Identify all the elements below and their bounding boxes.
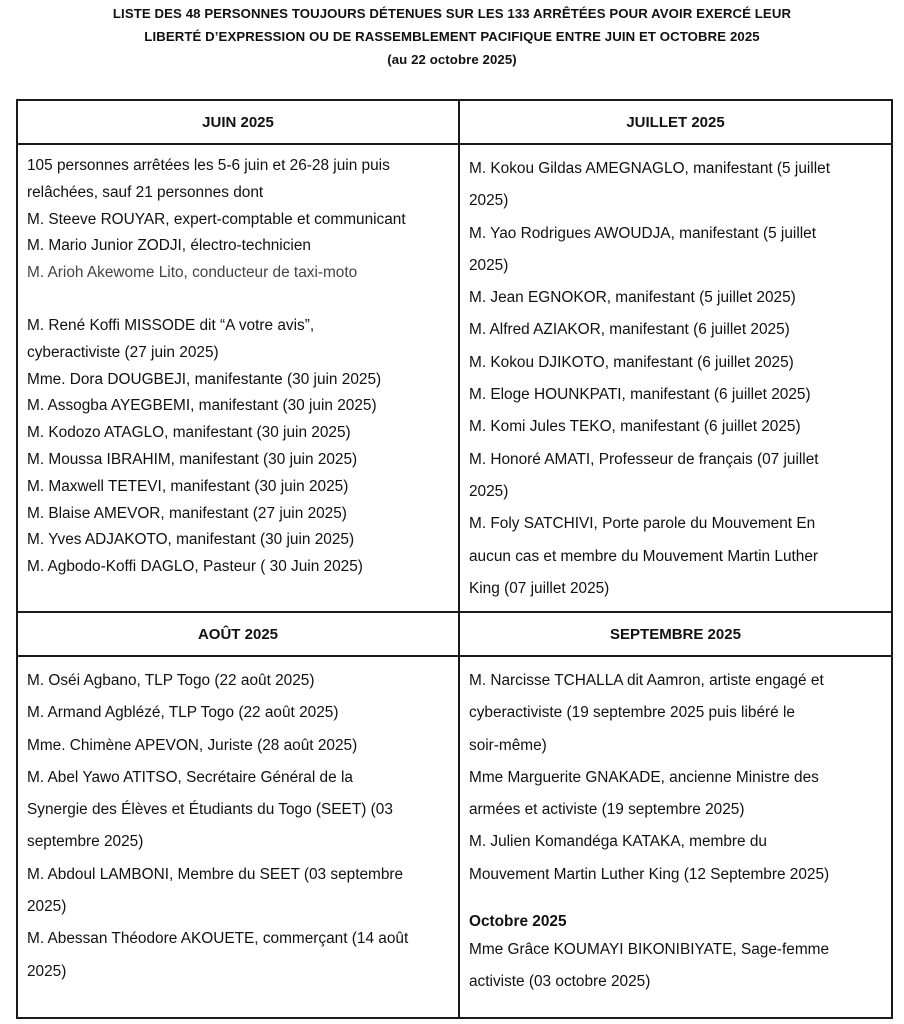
list-item: M. Abel Yawo ATITSO, Secrétaire Général de la: [27, 768, 353, 786]
list-item: M. Blaise AMEVOR, manifestant (27 juin 2025): [27, 504, 347, 522]
list-item: Mme. Chimène APEVON, Juriste (28 août 2025): [27, 736, 358, 754]
list-item: M. Maxwell TETEVI, manifestant (30 juin 2025): [27, 477, 349, 495]
list-item: M. Julien Komandéga KATAKA, membre du: [469, 833, 767, 851]
title-line-1: LISTE DES 48 PERSONNES TOUJOURS DÉTENUES SUR LES 133 ARRÊTÉES POUR AVOIR EXERCÉ LEUR: [112, 6, 792, 21]
list-item: M. Abessan Théodore AKOUETE, commerçant (14 août: [27, 930, 409, 948]
list-item: M. Kokou DJIKOTO, manifestant (6 juillet 2025): [469, 353, 794, 371]
juillet-list: [460, 145, 891, 605]
list-item: M. Alfred AZIAKOR, manifestant (6 juillet 2025): [469, 321, 790, 339]
title-date: (au 22 octobre 2025): [387, 52, 517, 67]
list-item: cyberactiviste (27 juin 2025): [27, 343, 219, 361]
list-item: M. Arioh Akewome Lito, conducteur de taxi-moto: [27, 264, 358, 282]
list-item: M. Mario Junior ZODJI, électro-technicien: [27, 237, 311, 255]
list-item: M. René Koffi MISSODE dit “A votre avis”,: [27, 316, 315, 334]
spacer: [27, 287, 450, 313]
detainees-table: [16, 99, 893, 1019]
list-item: cyberactiviste (19 septembre 2025 puis libéré le: [469, 704, 795, 722]
cell-aout: [17, 656, 459, 1018]
list-item: M. Eloge HOUNKPATI, manifestant (6 juillet 2025): [469, 386, 811, 404]
list-item: Mme Marguerite GNAKADE, ancienne Ministre des: [469, 768, 819, 786]
list-item: Synergie des Élèves et Étudiants du Togo (SEET) (03: [27, 801, 393, 819]
list-item: M. Oséi Agbano, TLP Togo (22 août 2025): [27, 672, 315, 689]
list-item: M. Moussa IBRAHIM, manifestant (30 juin 2025): [27, 450, 358, 468]
aout-list: [18, 657, 458, 988]
list-item: 2025): [469, 482, 509, 500]
list-item: King (07 juillet 2025): [469, 579, 610, 597]
header-septembre: SEPTEMBRE 2025: [459, 612, 892, 656]
header-aout: AOÛT 2025: [17, 612, 459, 656]
list-item: relâchées, sauf 21 personnes dont: [27, 183, 264, 201]
content-row-2: [17, 656, 892, 1018]
cell-septembre: [459, 656, 892, 1018]
header-row-1: [17, 100, 892, 144]
list-item: activiste (03 octobre 2025): [469, 973, 651, 991]
list-item: M. Yao Rodrigues AWOUDJA, manifestant (5 juillet: [469, 224, 816, 242]
list-item: M. Narcisse TCHALLA dit Aamron, artiste engagé et: [469, 672, 824, 689]
list-item: M. Agbodo-Koffi DAGLO, Pasteur ( 30 Juin 2025): [27, 558, 363, 576]
list-item: M. Honoré AMATI, Professeur de français (07 juillet: [469, 450, 819, 468]
list-item: Mouvement Martin Luther King (12 Septembre 2025): [469, 865, 830, 883]
list-item: Mme. Dora DOUGBEJI, manifestante (30 juin 2025): [27, 370, 382, 388]
list-item: M. Kokou Gildas AMEGNAGLO, manifestant (5 juillet: [469, 160, 830, 177]
list-item: 2025): [27, 962, 67, 980]
list-item: M. Assogba AYEGBEMI, manifestant (30 juin 2025): [27, 397, 377, 415]
list-item: soir-même): [469, 736, 547, 754]
octobre-heading: Octobre 2025: [469, 913, 567, 931]
title-line-2: LIBERTÉ D’EXPRESSION OU DE RASSEMBLEMENT PACIFIQUE ENTRE JUIN ET OCTOBRE 2025: [144, 29, 760, 44]
list-item: M. Abdoul LAMBONI, Membre du SEET (03 septembre: [27, 865, 404, 883]
list-item: M. Steeve ROUYAR, expert-comptable et communicant: [27, 210, 406, 228]
header-row-2: [17, 612, 892, 656]
header-juin: JUIN 2025: [17, 100, 459, 144]
list-item: 105 personnes arrêtées les 5-6 juin et 26-28 juin puis: [27, 157, 390, 174]
list-item: 2025): [27, 898, 67, 916]
header-juillet: JUILLET 2025: [459, 100, 892, 144]
list-item: M. Armand Agblézé, TLP Togo (22 août 2025): [27, 704, 339, 722]
list-item: armées et activiste (19 septembre 2025): [469, 801, 745, 819]
list-item: M. Jean EGNOKOR, manifestant (5 juillet 2025): [469, 289, 796, 307]
list-item: aucun cas et membre du Mouvement Martin Luther: [469, 547, 819, 565]
document-title: [0, 2, 904, 71]
juin-list: [18, 145, 458, 581]
list-item: M. Foly SATCHIVI, Porte parole du Mouvement En: [469, 515, 816, 533]
cell-juin: [17, 144, 459, 612]
content-row-1: [17, 144, 892, 612]
septembre-list: [460, 657, 891, 999]
list-item: 2025): [469, 256, 509, 274]
list-item: Mme Grâce KOUMAYI BIKONIBIYATE, Sage-femme: [469, 941, 830, 959]
cell-juillet: [459, 144, 892, 612]
list-item: M. Yves ADJAKOTO, manifestant (30 juin 2025): [27, 531, 355, 549]
list-item: M. Kodozo ATAGLO, manifestant (30 juin 2025): [27, 424, 351, 442]
list-item: 2025): [469, 192, 509, 210]
list-item: septembre 2025): [27, 833, 144, 851]
list-item: M. Komi Jules TEKO, manifestant (6 juillet 2025): [469, 418, 801, 436]
